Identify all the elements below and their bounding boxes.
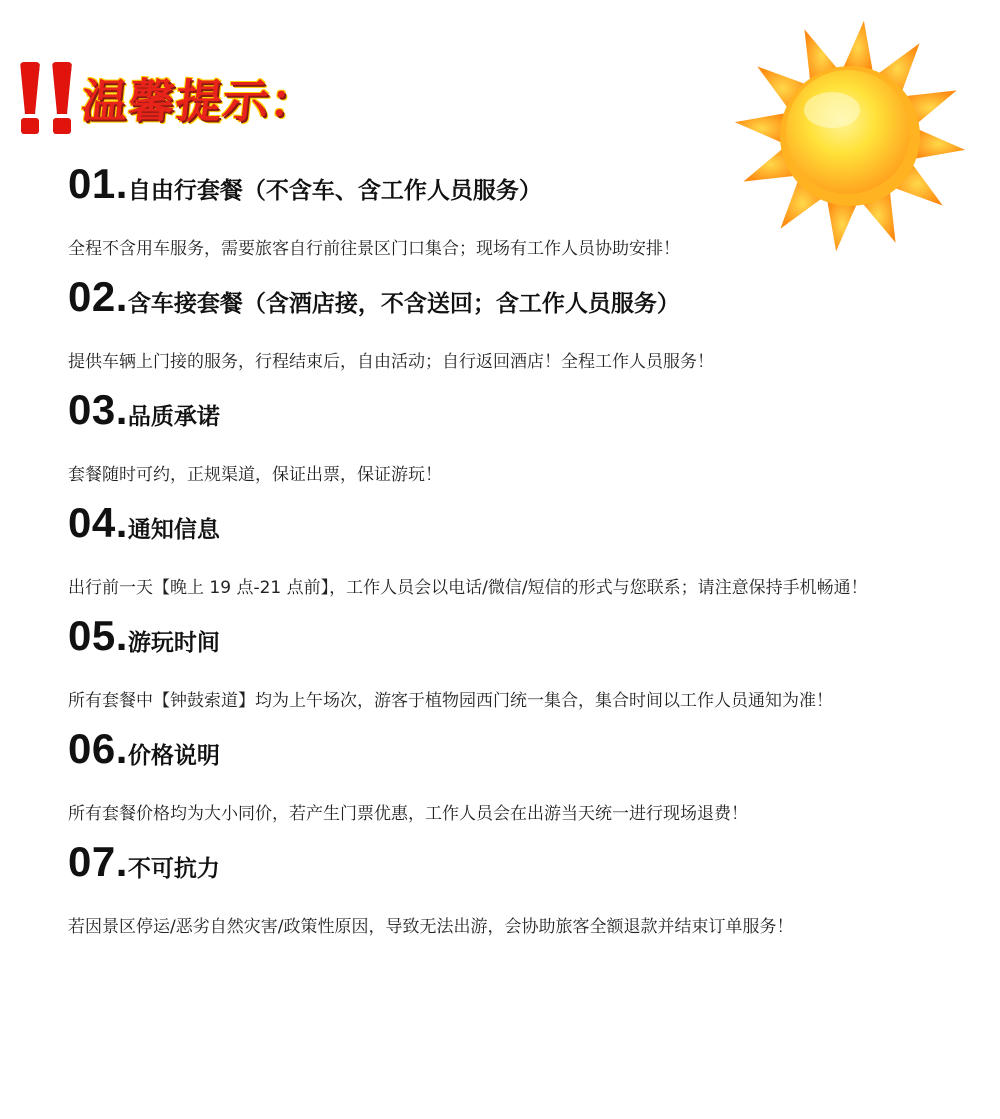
page-title: 温馨提示： [78,74,320,128]
notice-item [68,612,968,725]
item-description: 提供车辆上门接的服务，行程结束后，自由活动；自行返回酒店！全程工作人员服务！ [68,352,714,372]
item-title: 含车接套餐（含酒店接，不含送回；含工作人员服务） [127,291,680,317]
notice-item [68,725,968,838]
item-description: 所有套餐价格均为大小同价，若产生门票优惠，工作人员会在出游当天统一进行现场退费！ [68,804,748,824]
exclamation-mark [50,62,74,134]
item-description: 所有套餐中【钟鼓索道】均为上午场次，游客于植物园西门统一集合，集合时间以工作人员通知为准！ [68,691,833,711]
item-title: 通知信息 [127,517,220,543]
item-title: 自由行套餐（不含车、含工作人员服务） [127,178,542,204]
item-title: 游玩时间 [127,630,220,656]
item-title: 价格说明 [127,743,220,769]
item-number: 04. [68,499,128,546]
item-description: 全程不含用车服务，需要旅客自行前往景区门口集合；现场有工作人员协助安排！ [68,239,680,259]
item-title: 不可抗力 [127,856,220,882]
notice-item [68,838,968,951]
item-number: 02. [68,273,128,320]
double-exclamation-icon [18,62,74,134]
item-description: 套餐随时可约，正规渠道，保证出票，保证游玩！ [68,465,442,485]
item-number: 03. [68,386,128,433]
notice-item [68,273,968,386]
notice-item [68,160,968,273]
item-title: 品质承诺 [127,404,220,430]
item-number: 07. [68,838,128,885]
exclamation-mark [18,62,42,134]
notice-item [68,386,968,499]
item-number: 01. [68,160,128,207]
notice-item [68,499,968,612]
item-description: 出行前一天【晚上 19 点-21 点前】，工作人员会以电话/微信/短信的形式与您联系；请注意保持手机畅通！ [68,578,868,598]
notice-list [68,160,968,951]
item-description: 若因景区停运/恶劣自然灾害/政策性原因，导致无法出游，会协助旅客全额退款并结束订单服务！ [68,917,794,937]
item-number: 05. [68,612,128,659]
item-number: 06. [68,725,128,772]
notice-header [18,58,320,138]
